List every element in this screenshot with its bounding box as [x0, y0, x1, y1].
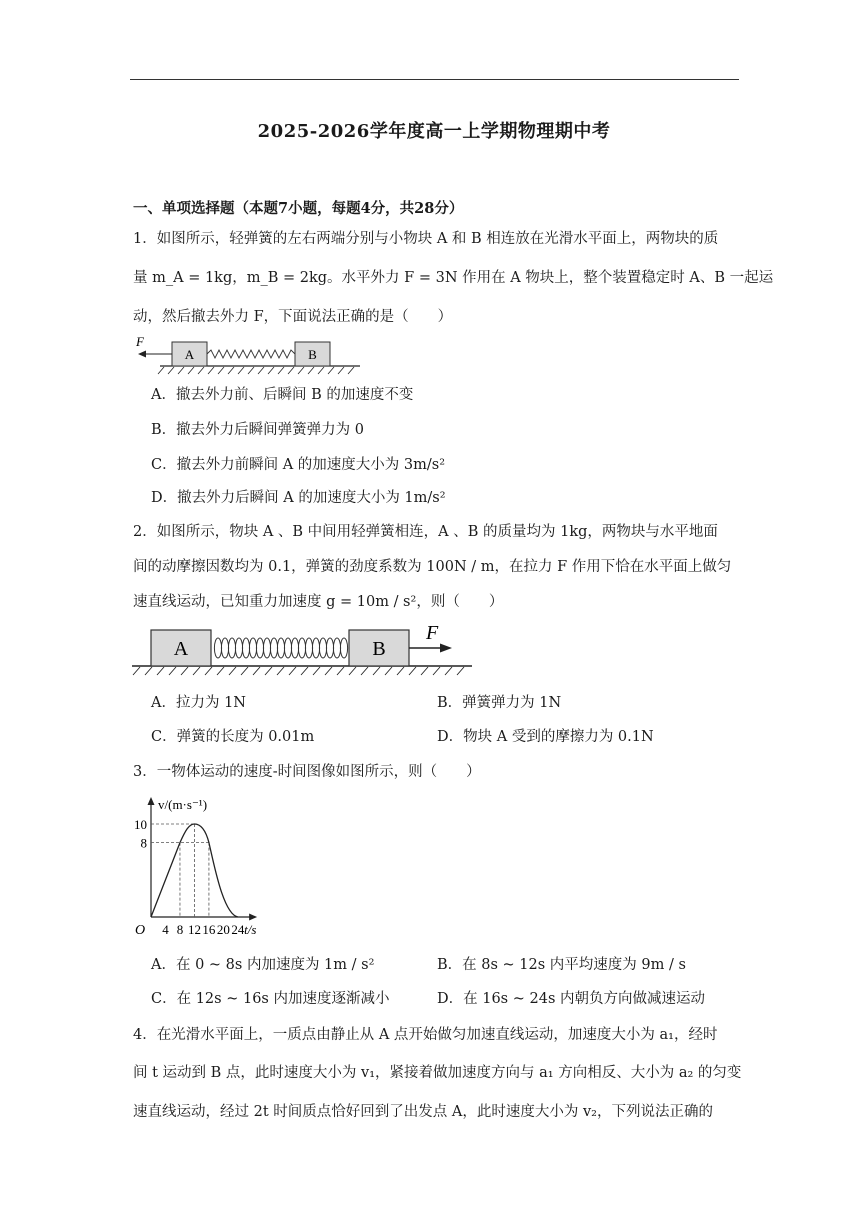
q1-option-d[interactable]: D．撤去外力后瞬间 A 的加速度大小为 1m/s² [151, 490, 446, 506]
q4-stem-line3: 速直线运动，经过 2t 时间质点恰好回到了出发点 A，此时速度大小为 v₂，下列说法正确的 [133, 1104, 713, 1120]
origin-label: O [135, 923, 146, 938]
x-tick-label: 12 [187, 922, 201, 937]
q2-stem-line3: 速直线运动，已知重力加速度 g = 10m / s²，则（ ） [133, 594, 504, 610]
q4-stem-line2: 间 t 运动到 B 点，此时速度大小为 v₁，紧接着做加速度方向与 a₁ 方向相反、大小为 a₂ 的匀变 [133, 1065, 742, 1081]
q3-option-d[interactable]: D．在 16s ~ 24s 内朝负方向做减速运动 [437, 991, 705, 1007]
x-tick-label: 16 [202, 922, 216, 937]
q1-option-a[interactable]: A．撤去外力前、后瞬间 B 的加速度不变 [151, 387, 414, 403]
q3-option-a[interactable]: A．在 0 ~ 8s 内加速度为 1m / s² [151, 957, 375, 973]
q1-block-b-label: B [308, 347, 317, 362]
q2-option-a[interactable]: A．拉力为 1N [151, 695, 246, 711]
page-title: 2025-2026学年度高一上学期物理期中考 [257, 121, 611, 142]
q1-spring [207, 350, 295, 358]
x-axis-arrow [249, 914, 257, 921]
q1-option-c[interactable]: C．撤去外力前瞬间 A 的加速度大小为 3m/s² [151, 457, 446, 473]
q2-option-c[interactable]: C．弹簧的长度为 0.01m [151, 729, 315, 745]
section-heading: 一、单项选择题（本题7小题，每题4分，共28分） [133, 200, 464, 217]
q2-stem-line2: 间的动摩擦因数均为 0.1，弹簧的劲度系数为 100N / m，在拉力 F 作用下恰在水平面上做匀 [133, 559, 732, 575]
q1-force-arrow [138, 351, 146, 358]
q1-stem-line3: 动，然后撤去外力 F，下面说法正确的是（ ） [133, 309, 453, 325]
q2-block-a-label: A [173, 638, 189, 660]
y-tick-label: 8 [140, 835, 147, 851]
q2-force-label: F [426, 622, 439, 644]
q2-figure [130, 616, 475, 680]
x-tick-label: 20 [216, 922, 230, 937]
x-tick-label: 24 [231, 922, 245, 937]
x-tick-label: 8 [176, 922, 184, 937]
q2-option-d[interactable]: D．物块 A 受到的摩擦力为 0.1N [437, 729, 654, 745]
x-tick-label: 4 [162, 922, 169, 937]
y-axis-label: v/(m·s⁻¹) [158, 797, 208, 812]
q1-stem-line1: 1．如图所示，轻弹簧的左右两端分别与小物块 A 和 B 相连放在光滑水平面上，两物块的质 [133, 231, 719, 247]
q1-stem-line2: 量 m_A = 1kg，m_B = 2kg。水平外力 F = 3N 作用在 A 物块上，整个装置稳定时 A、B 一起运 [133, 270, 774, 286]
q1-force-label: F [136, 334, 144, 349]
q1-option-b[interactable]: B．撤去外力后瞬间弹簧弹力为 0 [151, 422, 364, 438]
q1-figure [132, 334, 372, 380]
q3-option-c[interactable]: C．在 12s ~ 16s 内加速度逐渐减小 [151, 991, 390, 1007]
q2-option-b[interactable]: B．弹簧弹力为 1N [437, 695, 562, 711]
q3-option-b[interactable]: B．在 8s ~ 12s 内平均速度为 9m / s [437, 957, 686, 973]
y-tick-label: 10 [134, 817, 147, 832]
q2-stem-line1: 2．如图所示，物块 A 、B 中间用轻弹簧相连，A 、B 的质量均为 1kg，两物块与水平地面 [133, 524, 718, 540]
q2-force-arrow [440, 644, 452, 653]
q4-stem-line1: 4．在光滑水平面上，一质点由静止从 A 点开始做匀加速直线运动，加速度大小为 a₁，经时 [133, 1027, 718, 1043]
q2-spring [214, 638, 347, 658]
q2-block-b-label: B [372, 638, 386, 660]
q3-stem-line1: 3．一物体运动的速度-时间图像如图所示，则（ ） [133, 764, 481, 780]
q1-block-a-label: A [184, 347, 195, 362]
q3-vt-chart [128, 790, 373, 940]
x-axis-label: t/s [244, 922, 257, 937]
y-axis-arrow [148, 797, 155, 805]
header-rule [130, 79, 739, 80]
